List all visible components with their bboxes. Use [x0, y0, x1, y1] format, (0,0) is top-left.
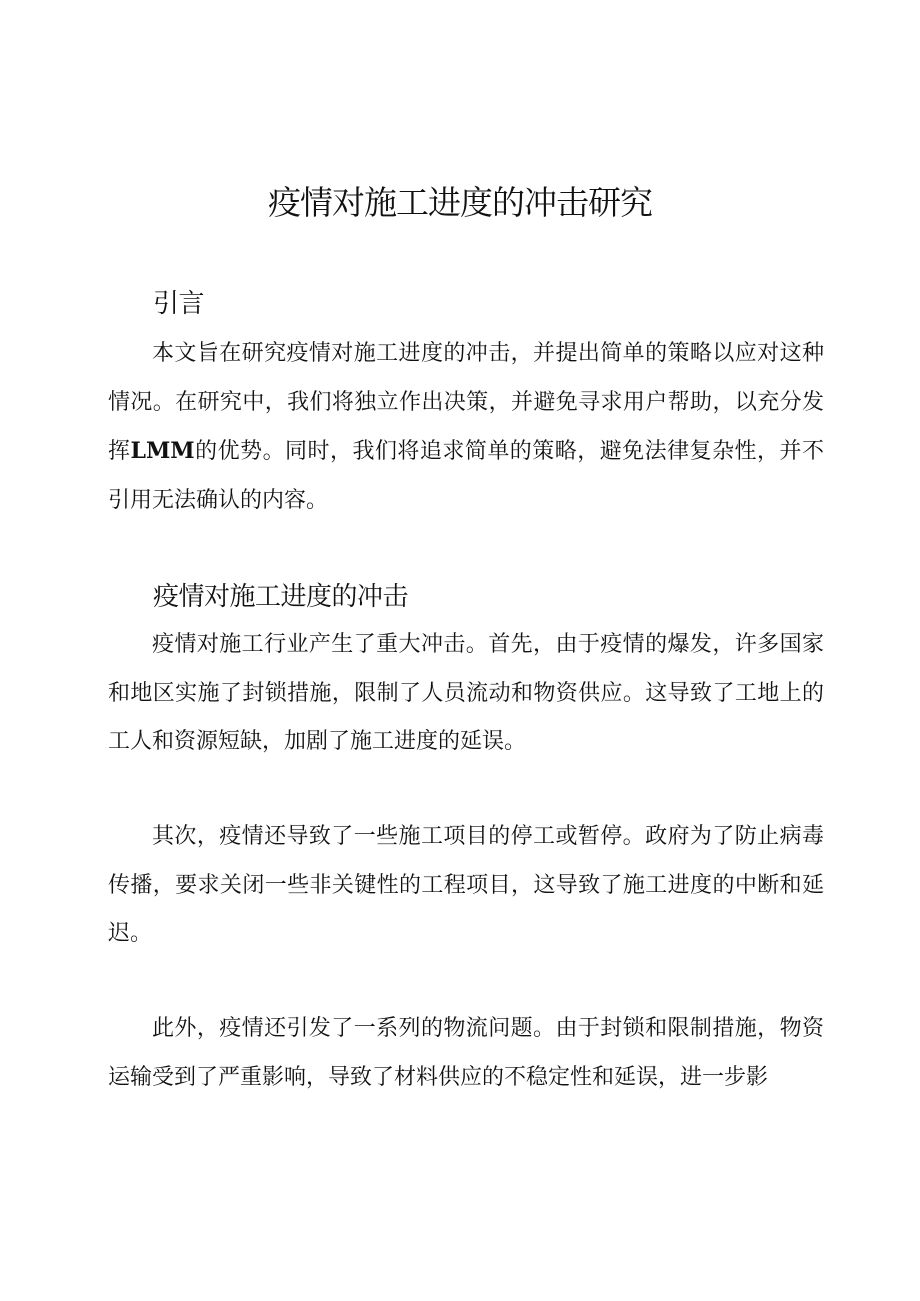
intro-paragraph [108, 330, 824, 525]
intro-text-bold: LMM [130, 438, 195, 465]
document-title: 疫情对施工进度的冲击研究 [268, 183, 652, 222]
section-heading-introduction: 引言 [153, 289, 205, 319]
impact-paragraph-3: 此外，疫情还引发了一系列的物流问题。由于封锁和限制措施，物资运输受到了严重影响，导致了材料供应的不稳定性和延误，进一步影 [108, 1016, 824, 1090]
impact-paragraph-1: 疫情对施工行业产生了重大冲击。首先，由于疫情的爆发，许多国家和地区实施了封锁措施，限制了人员流动和物资供应。这导致了工地上的工人和资源短缺，加剧了施工进度的延误。 [108, 632, 824, 755]
section-heading-impact: 疫情对施工进度的冲击 [153, 582, 409, 612]
impact-paragraph-2: 其次，疫情还导致了一些施工项目的停工或暂停。政府为了防止病毒传播，要求关闭一些非关键性的工程项目，这导致了施工进度的中断和延迟。 [108, 824, 824, 947]
intro-text-after: 的优势。同时，我们将追求简单的策略，避免法律复杂性，并不引用无法确认的内容。 [108, 439, 824, 513]
intro-text-before: 本文旨在研究疫情对施工进度的冲击，并提出简单的策略以应对这种情况。在研究中，我们将独立作出决策，并避免寻求用户帮助，以充分发挥 [108, 341, 824, 465]
